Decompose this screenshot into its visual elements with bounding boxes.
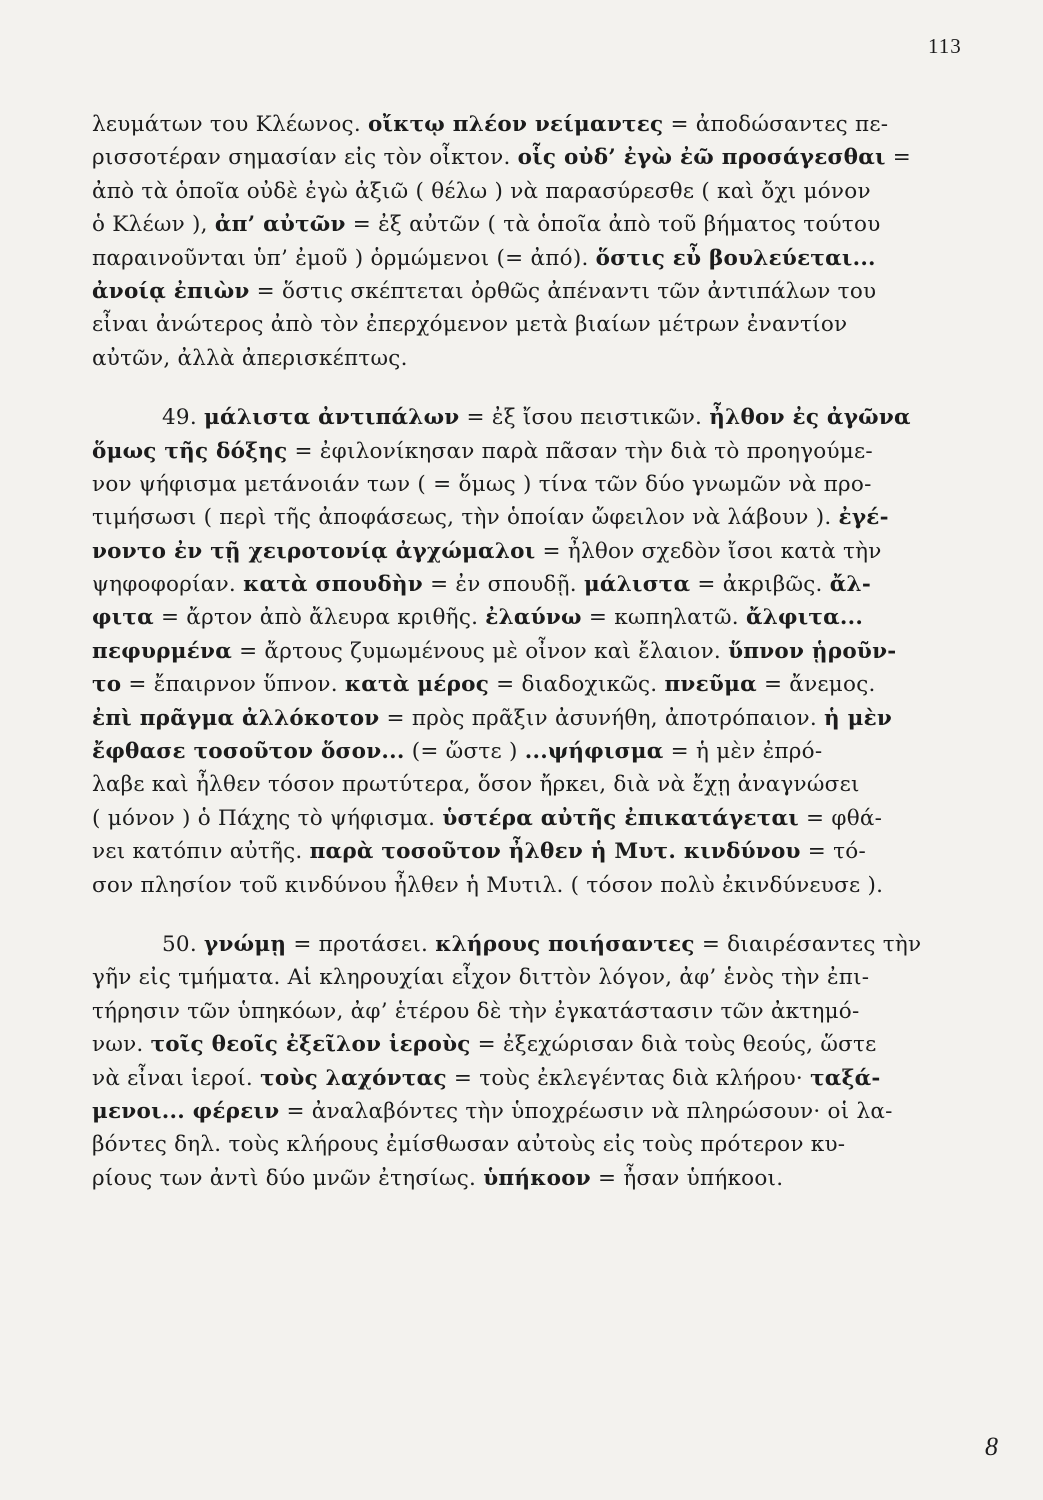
text-line xyxy=(92,1062,972,1095)
gloss-text: νει κατόπιν αὐτῆς. xyxy=(92,839,310,865)
gloss-text: νὰ εἶναι ἱεροί. xyxy=(92,1065,261,1091)
gloss-text: νων. xyxy=(92,1032,151,1058)
paragraph xyxy=(92,928,972,1195)
text-line xyxy=(92,635,972,668)
gloss-text: παραινοῦνται ὑπ’ ἐμοῦ ) ὁρμώμενοι (= ἀπό). xyxy=(92,245,596,271)
text-line xyxy=(92,735,972,768)
lemma-term: παρὰ τοσοῦτον ἦλθεν ἡ Μυτ. κινδύνου xyxy=(309,839,801,865)
lemma-term: πνεῦμα xyxy=(664,672,757,698)
lemma-term: ταξά- xyxy=(810,1065,881,1091)
gloss-text: = κωπηλατῶ. xyxy=(581,605,746,631)
lemma-term: ἐγέ- xyxy=(838,505,889,531)
gloss-text: ρισσοτέραν σημασίαν εἰς τὸν οἶκτον. xyxy=(92,145,518,171)
paragraph xyxy=(92,401,972,902)
text-line xyxy=(92,141,972,174)
gloss-text: = διαδοχικῶς. xyxy=(489,672,665,698)
gloss-text: = ἐξεχώρισαν διὰ τοὺς θεούς, ὥστε xyxy=(470,1032,877,1058)
gloss-text: εἶναι ἀνώτερος ἀπὸ τὸν ἐπερχόμενον μετὰ βιαίων μέτρων ἐναντίον xyxy=(92,312,848,338)
gloss-text: γῆν εἰς τμήματα. Αἱ κληρουχίαι εἶχον διττὸν λόγον, ἀφ’ ἑνὸς τὴν ἐπι- xyxy=(92,965,870,991)
lemma-term: τοὺς λαχόντας xyxy=(260,1065,447,1091)
lemma-term: ὅμως τῆς δόξης xyxy=(92,438,288,464)
text-line xyxy=(92,242,972,275)
lemma-term: ἡ μὲν xyxy=(823,705,893,731)
gloss-text: αὐτῶν, ἀλλὰ ἀπερισκέπτως. xyxy=(92,345,408,371)
gloss-text: 49. xyxy=(162,405,205,431)
text-line xyxy=(92,175,972,208)
text-line xyxy=(92,108,972,141)
paragraph-gap xyxy=(92,902,972,928)
gloss-text: = ἐξ αὐτῶν ( τὰ ὁποῖα ἀπὸ τοῦ βήματος τούτου xyxy=(345,212,881,238)
text-line xyxy=(92,535,972,568)
lemma-term: ὑπήκοον xyxy=(483,1165,591,1191)
gloss-text: = ἐξ ἴσου πειστικῶν. xyxy=(459,405,710,431)
lemma-term: ὅστις εὖ βουλεύεται... xyxy=(595,245,876,271)
gloss-text: νον ψήφισμα μετάνοιάν των ( = ὅμως ) τίνα τῶν δύο γνωμῶν νὰ προ- xyxy=(92,471,872,497)
gloss-text: τιμήσωσι ( περὶ τῆς ἀποφάσεως, τὴν ὁποίαν ὤφειλον νὰ λάβουν ). xyxy=(92,505,839,531)
text-line xyxy=(92,995,972,1028)
text-line xyxy=(92,275,972,308)
text-line xyxy=(92,468,972,501)
gloss-text: = ἐφιλονίκησαν παρὰ πᾶσαν τὴν διὰ τὸ προηγούμε- xyxy=(287,438,873,464)
gloss-text: = ἦσαν ὑπήκοοι. xyxy=(590,1165,784,1191)
lemma-term: ἀνοίᾳ ἐπιὼν xyxy=(92,278,250,304)
text-line xyxy=(92,308,972,341)
text-line xyxy=(92,802,972,835)
gloss-text: ἀπὸ τὰ ὁποῖα οὐδὲ ἐγὼ ἀξιῶ ( θέλω ) νὰ παρασύρεσθε ( καὶ ὄχι μόνον xyxy=(92,178,871,204)
lemma-term: φιτα xyxy=(92,605,154,631)
page-number: 113 xyxy=(928,34,962,58)
gloss-text: = διαιρέσαντες τὴν xyxy=(694,931,922,957)
printer-signature-mark: 8 xyxy=(985,1432,998,1461)
gloss-text: = φθά- xyxy=(798,805,883,831)
gloss-text: = ἀκριβῶς. xyxy=(690,572,830,598)
text-line xyxy=(92,869,972,902)
gloss-text: = τοὺς ἐκλεγέντας διὰ κλήρου· xyxy=(446,1065,811,1091)
lemma-term: ἐλαύνω xyxy=(485,605,582,631)
lemma-term: το xyxy=(92,672,122,698)
lemma-term: μάλιστα xyxy=(583,572,691,598)
gloss-text: = πρὸς πρᾶξιν ἀσυνήθη, ἀποτρόπαιον. xyxy=(379,705,824,731)
text-line xyxy=(92,668,972,701)
gloss-text: ὁ Κλέων ), xyxy=(92,212,215,238)
lemma-term: οἷς οὐδ’ ἐγὼ ἐῶ προσάγεσθαι xyxy=(517,145,886,171)
gloss-text: = ὅστις σκέπτεται ὀρθῶς ἀπέναντι τῶν ἀντιπάλων του xyxy=(249,278,877,304)
gloss-text: λαβε καὶ ἦλθεν τόσον πρωτύτερα, ὅσον ἤρκει, διὰ νὰ ἔχῃ ἀναγνώσει xyxy=(92,772,860,798)
paragraph-gap xyxy=(92,375,972,401)
text-line xyxy=(92,1095,972,1128)
lemma-term: κατὰ σπουδὴν xyxy=(243,572,423,598)
text-line xyxy=(92,435,972,468)
gloss-text: = ἄνεμος. xyxy=(756,672,876,698)
text-line xyxy=(92,702,972,735)
gloss-text: τήρησιν τῶν ὑπηκόων, ἀφ’ ἑτέρου δὲ τὴν ἐγκατάστασιν τῶν ἀκτημό- xyxy=(92,998,860,1024)
gloss-text: = ἡ μὲν ἐπρό- xyxy=(663,739,823,765)
gloss-text: = xyxy=(885,145,912,171)
gloss-text: = τό- xyxy=(800,839,867,865)
lemma-term: ἐπὶ πρᾶγμα ἀλλόκοτον xyxy=(92,705,380,731)
gloss-text: 50. xyxy=(162,931,205,957)
gloss-text: = ἀναλαβόντες τὴν ὑποχρέωσιν νὰ πληρώσουν· οἱ λα- xyxy=(279,1098,893,1124)
lemma-term: οἴκτῳ πλέον νείμαντες xyxy=(367,112,664,137)
gloss-text: βόντες δηλ. τοὺς κλήρους ἐμίσθωσαν αὐτοὺς εἰς τοὺς πρότερον κυ- xyxy=(92,1132,846,1158)
text-line xyxy=(92,601,972,634)
gloss-text: ψηφοφορίαν. xyxy=(92,572,244,598)
gloss-text: = ἄρτους ζυμωμένους μὲ οἶνον καὶ ἔλαιον. xyxy=(232,638,729,664)
lemma-term: νοντο ἐν τῇ χειροτονίᾳ ἀγχώμαλοι xyxy=(92,538,536,564)
lemma-term: ἀπ’ αὐτῶν xyxy=(214,212,346,238)
gloss-text: ( μόνον ) ὁ Πάχης τὸ ψήφισμα. xyxy=(92,805,443,831)
text-line xyxy=(92,568,972,601)
lemma-term: τοῖς θεοῖς ἐξεῖλον ἱεροὺς xyxy=(150,1032,471,1058)
lemma-term: κλήρους ποιήσαντες xyxy=(435,931,695,957)
gloss-text: (= ὥστε ) xyxy=(404,739,525,765)
text-line xyxy=(92,835,972,868)
text-line xyxy=(92,208,972,241)
gloss-text: = ἔπαιρνον ὕπνον. xyxy=(121,672,345,698)
text-line xyxy=(92,1128,972,1161)
text-line xyxy=(92,1028,972,1061)
lemma-term: ἔφθασε τοσοῦτον ὅσον... xyxy=(92,739,405,765)
lemma-term: ἦλθον ἐς ἀγῶνα xyxy=(709,405,911,431)
lemma-term: κατὰ μέρος xyxy=(344,672,490,698)
lemma-term: ἄλ- xyxy=(829,572,871,598)
commentary-body xyxy=(92,108,972,1195)
lemma-term: μενοι... φέρειν xyxy=(92,1098,280,1124)
gloss-text: = προτάσει. xyxy=(286,931,436,957)
lemma-term: μάλιστα ἀντιπάλων xyxy=(204,405,460,431)
text-line xyxy=(92,401,972,434)
gloss-text: = ἐν σπουδῇ. xyxy=(422,572,584,598)
lemma-term: ...ψήφισμα xyxy=(524,739,664,765)
text-line xyxy=(92,928,972,961)
gloss-text: σον πλησίον τοῦ κινδύνου ἦλθεν ἡ Μυτιλ. ( τόσον πολὺ ἐκινδύνευσε ). xyxy=(92,872,884,898)
gloss-text: = ἄρτον ἀπὸ ἄλευρα κριθῆς. xyxy=(153,605,486,631)
gloss-text: = ἀποδώσαντες πε- xyxy=(663,112,889,137)
lemma-term: πεφυρμένα xyxy=(92,638,232,664)
gloss-text: = ἦλθον σχεδὸν ἴσοι κατὰ τὴν xyxy=(535,538,882,564)
lemma-term: ὑστέρα αὐτῆς ἐπικατάγεται xyxy=(442,805,799,831)
text-line xyxy=(92,961,972,994)
gloss-text: ρίους των ἀντὶ δύο μνῶν ἐτησίως. xyxy=(92,1165,484,1191)
lemma-term: γνώμῃ xyxy=(204,931,287,957)
paragraph xyxy=(92,108,972,375)
text-line xyxy=(92,1162,972,1195)
lemma-term: ἄλφιτα... xyxy=(745,605,864,631)
text-line xyxy=(92,768,972,801)
text-line xyxy=(92,501,972,534)
lemma-term: ὕπνον ᾑροῦν- xyxy=(728,638,897,664)
text-line xyxy=(92,342,972,375)
gloss-text: λευμάτων του Κλέωνος. xyxy=(92,112,368,137)
